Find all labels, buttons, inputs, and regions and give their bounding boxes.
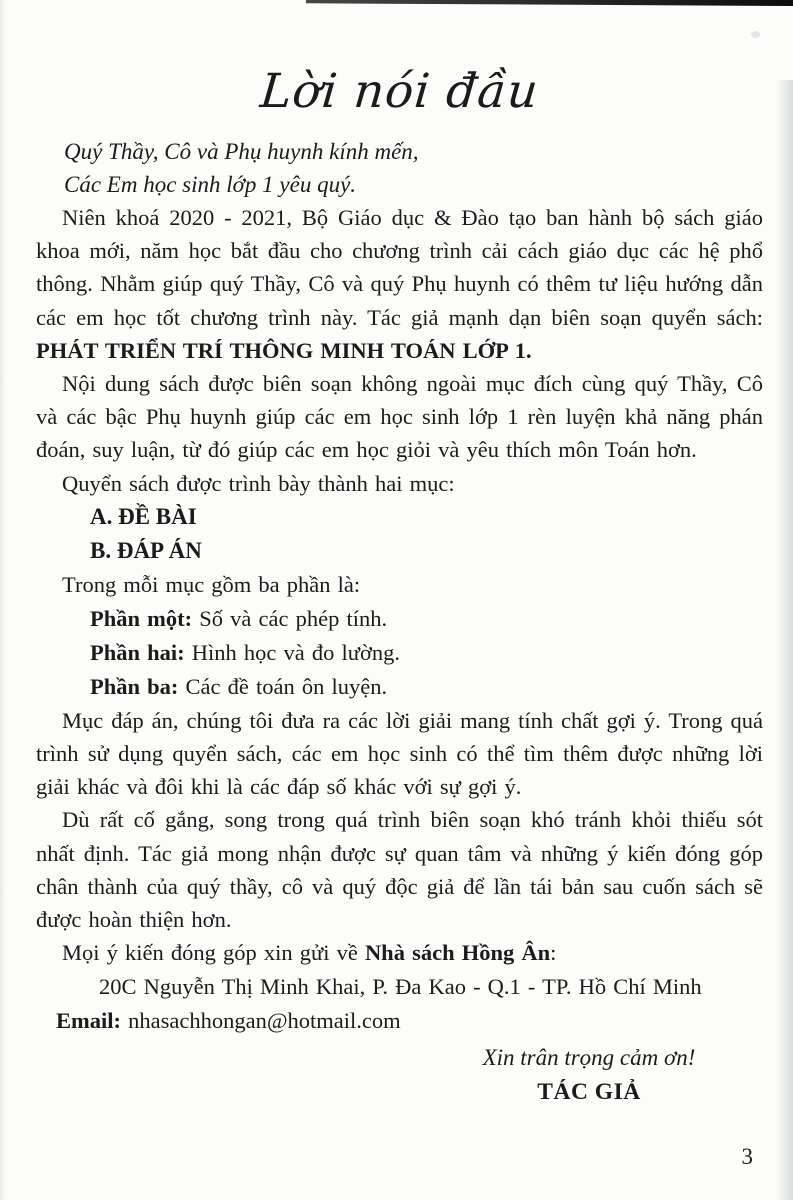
part-two-text: Hình học và đo lường. bbox=[184, 639, 400, 665]
page-right-edge-shadow bbox=[776, 80, 793, 1200]
email-line bbox=[36, 1004, 763, 1038]
page-title: Lời nói đầu bbox=[258, 64, 542, 119]
parts-lead: Trong mỗi mục gồm ba phần là: bbox=[62, 571, 361, 597]
page-content bbox=[36, 0, 763, 1110]
part-one-label: Phần một: bbox=[90, 605, 193, 631]
contact-lead: Mọi ý kiến đóng góp xin gửi về bbox=[62, 940, 365, 966]
part-three-line bbox=[36, 670, 763, 704]
structure-lead: Quyển sách được trình bày thành hai mục: bbox=[62, 470, 455, 496]
contact-lead-line bbox=[36, 936, 763, 970]
section-item-a: A. ĐỀ BÀI bbox=[90, 503, 197, 529]
contact-colon: : bbox=[550, 940, 557, 966]
email-value: nhasachhongan@hotmail.com bbox=[121, 1008, 401, 1034]
part-two-line bbox=[36, 636, 763, 670]
part-three-label: Phần ba: bbox=[90, 673, 179, 699]
store-address: 20C Nguyễn Thị Minh Khai, P. Đa Kao - Q.1 - TP. Hồ Chí Minh bbox=[99, 974, 702, 1000]
intro-text: Niên khoá 2020 - 2021, Bộ Giáo dục & Đào tạo ban hành bộ sách giáo khoa mới, năm học bắt đầu cho chương trình cải cách giáo dục các hệ phổ thông. Nhằm giúp quý Thầy, Cô và quý Phụ huynh có thêm tư liệu hướng dẫn các em học tốt chương trình này. Tác giả mạnh dạn biên soạn quyển sách: bbox=[36, 205, 763, 330]
email-label: Email: bbox=[56, 1008, 121, 1034]
store-name-bold: Nhà sách Hồng Ân bbox=[364, 940, 551, 966]
part-two-label: Phần hai: bbox=[90, 639, 185, 665]
section-item-b: B. ĐÁP ÁN bbox=[90, 537, 202, 563]
book-title-bold: PHÁT TRIỂN TRÍ THÔNG MINH TOÁN LỚP 1. bbox=[36, 337, 532, 363]
greeting-line-2: Các Em học sinh lớp 1 yêu quý. bbox=[64, 172, 357, 197]
closing-block bbox=[424, 1041, 754, 1110]
apology-paragraph: Dù rất cố gắng, song trong quá trình biên soạn khó tránh khỏi thiếu sót nhất định. Tác giả mong nhận được sự quan tâm và những ý kiến đóng góp chân thành của quý thầy, cô và quý độc giả để lần tái bản sau cuốn sách sẽ được hoàn thiện hơn. bbox=[36, 807, 763, 933]
part-one-line bbox=[36, 602, 763, 636]
page-left-edge-shadow bbox=[0, 0, 6, 1200]
part-three-text: Các đề toán ôn luyện. bbox=[178, 673, 388, 699]
closing-author: TÁC GIẢ bbox=[537, 1079, 641, 1106]
part-one-text: Số và các phép tính. bbox=[192, 605, 388, 631]
intro-paragraph bbox=[36, 201, 763, 367]
purpose-paragraph: Nội dung sách được biên soạn không ngoài mục đích cùng quý Thầy, Cô và các bậc Phụ huynh giúp các em học sinh lớp 1 rèn luyện khả năng phán đoán, suy luận, từ đó giúp các em học giỏi và yêu thích môn Toán hơn. bbox=[36, 371, 763, 463]
answers-note-paragraph: Mục đáp án, chúng tôi đưa ra các lời giải mang tính chất gợi ý. Trong quá trình sử dụng quyển sách, các em học sinh có thể tìm thêm được những lời giải khác và đôi khi là các đáp số khác với sự gợi ý. bbox=[36, 707, 763, 800]
closing-thanks: Xin trân trọng cảm ơn! bbox=[482, 1045, 696, 1071]
greeting-line-1: Quý Thầy, Cô và Phụ huynh kính mến, bbox=[64, 139, 419, 164]
page-number: 3 bbox=[741, 1144, 753, 1169]
